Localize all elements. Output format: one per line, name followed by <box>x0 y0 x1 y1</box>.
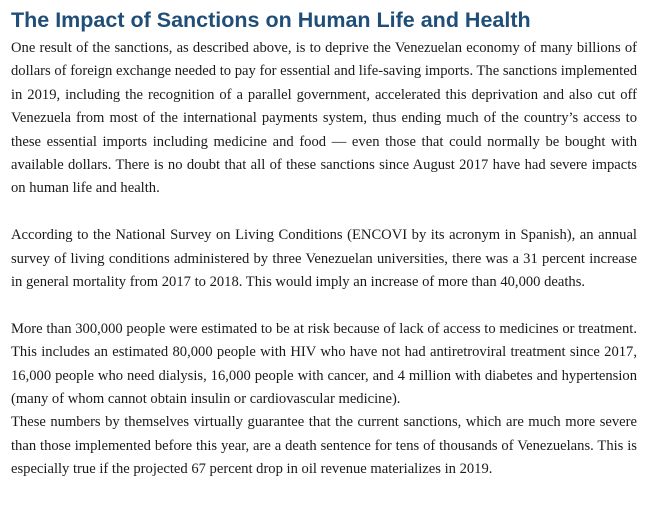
paragraph-sanctions-impact: One result of the sanctions, as described above, is to deprive the Venezuelan economy of many billions of dollars of foreign exchange needed to pay for essential and life-saving imports. The sanctions implemented in 2019, including the recognition of a parallel government, accelerated this deprivation and also cut off Venezuela from most of the international payments system, thus ending much of the country’s access to these essential imports including medicine and food — even those that could normally be bought with available dollars. There is no doubt that all of these sanctions since August 2017 have had severe impacts on human life and health. <box>11 40 637 197</box>
paragraph-spacer <box>11 201 637 224</box>
document-page <box>11 6 637 482</box>
paragraph-people-at-risk: More than 300,000 people were estimated to be at risk because of lack of access to medicines or treatment. This includes an estimated 80,000 people with HIV who have not had antiretroviral treatment since 2017, 16,000 people who need dialysis, 16,000 people with cancer, and 4 million with diabetes and hypertension (many of whom cannot obtain insulin or cardiovascular medicine). <box>11 320 637 408</box>
paragraph-death-sentence: These numbers by themselves virtually guarantee that the current sanctions, which are much more severe than those implemented before this year, are a death sentence for tens of thousands of Venezuelans. This is especially true if the projected 67 percent drop in oil revenue materializes in 2019. <box>11 414 637 478</box>
paragraph-encovi-survey: According to the National Survey on Living Conditions (ENCOVI by its acronym in Spanish), an annual survey of living conditions administered by three Venezuelan universities, there was a 31 percent increase in general mortality from 2017 to 2018. This would imply an increase of more than 40,000 deaths. <box>11 227 637 291</box>
section-title: The Impact of Sanctions on Human Life and Health <box>11 8 531 32</box>
paragraph-spacer <box>11 294 637 317</box>
